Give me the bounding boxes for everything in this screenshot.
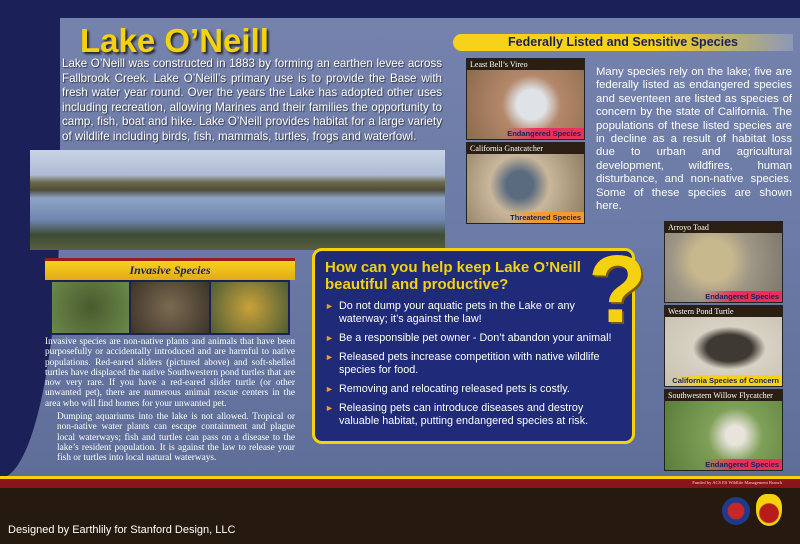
invasive-heading: Invasive Species: [45, 258, 295, 280]
bullet-icon: ►: [325, 352, 334, 362]
top-border: [0, 0, 800, 18]
status-tag: Threatened Species: [507, 212, 584, 223]
invasive-paragraph-1: Invasive species are non-native plants and animals that have been purposefully or accidentally introduced and are harmful to native populations. Red-eared sliders (pictured above) and soft-shelled turtles have displaced the native Southwestern pond turtles that are now very rare. If you have a red-eared slider turtle (or other unwanted pet), there are numerous animal rescue centers in the area who will find homes for your unwanted pet.: [45, 337, 295, 409]
status-tag: California Species of Concern: [669, 375, 782, 386]
status-tag: Endangered Species: [504, 128, 584, 139]
invasive-species-section: [45, 258, 295, 480]
help-item: ► Releasing pets can introduce diseases and destroy valuable habitat, putting endangered species at risk.: [325, 402, 589, 427]
funded-by-text: Funded by ACS ES Wildlife Management Branch: [692, 480, 782, 485]
red-stripe: [0, 479, 800, 488]
photo-caption: Western Pond Turtle: [665, 306, 782, 317]
help-heading: How can you help keep Lake O’Neill beautiful and productive?: [325, 259, 581, 293]
help-item: ► Be a responsible pet owner - Don’t abandon your animal!: [325, 332, 612, 344]
bullet-icon: ►: [325, 333, 334, 343]
status-tag: Endangered Species: [702, 459, 782, 470]
navy-marine-seal-icon: [722, 497, 750, 525]
photo-least-bells-vireo: [466, 58, 585, 140]
lake-photo: [30, 150, 445, 250]
photo-california-gnatcatcher: [466, 142, 585, 224]
photo-caption: California Gnatcatcher: [467, 143, 584, 154]
photo-southwestern-willow-flycatcher: [664, 389, 783, 471]
bullet-icon: ►: [325, 403, 334, 413]
bullet-icon: ►: [325, 301, 334, 311]
how-to-help-box: [312, 248, 635, 444]
help-item: ► Released pets increase competition with native wildlife species for food.: [325, 351, 600, 376]
photo-caption: Arroyo Toad: [665, 222, 782, 233]
designer-credit: Designed by Earthlily for Stanford Design, LLC: [8, 524, 236, 536]
intro-text: Lake O’Neill was constructed in 1883 by forming an earthen levee across Fallbrook Creek. Lake O’Neill’s primary use is to provide the Base with fresh water year round. Over the years the Lake has adopted other uses including recreation, allowing Marines and their families the opportunity to camp, fish, boat and hike. Lake O’Neill provides habitat for a large variety of wildlife including birds, fish, mammals, turtles, frogs and waterfowl.: [62, 57, 442, 143]
bullet-icon: ►: [325, 384, 334, 394]
photo-arroyo-toad: [664, 221, 783, 303]
photo-western-pond-turtle: [664, 305, 783, 387]
invasive-paragraph-2: Dumping aquariums into the lake is not allowed. Tropical or non-native water plants can escape containment and plague local waterways; fish and turtles can pass on a disease to the lake’s resident population. It is against the law to release your fish or turtles into local natural waterways.: [57, 412, 295, 464]
marine-corps-emblem-icon: [756, 494, 782, 526]
question-mark-icon: ?: [588, 236, 647, 343]
federal-text: Many species rely on the lake; five are federally listed as endangered species and seventeen are listed as species of concern by the state of California. The populations of these listed species are in decline as a result of habitat loss due to urban and agricultural development, wildfires, human disturbance, and non-native species. Some of these species are shown here.: [596, 66, 792, 213]
federal-heading: Federally Listed and Sensitive Species: [453, 34, 793, 51]
help-item: ► Do not dump your aquatic pets in the Lake or any waterway; it’s against the law!: [325, 300, 575, 325]
help-item: ► Removing and relocating released pets is costly.: [325, 383, 570, 395]
status-tag: Endangered Species: [702, 291, 782, 302]
invasive-photos: [50, 280, 290, 335]
photo-caption: Least Bell’s Vireo: [467, 59, 584, 70]
poster-title: Lake O’Neill: [80, 22, 269, 59]
photo-caption: Southwestern Willow Flycatcher: [665, 390, 782, 401]
